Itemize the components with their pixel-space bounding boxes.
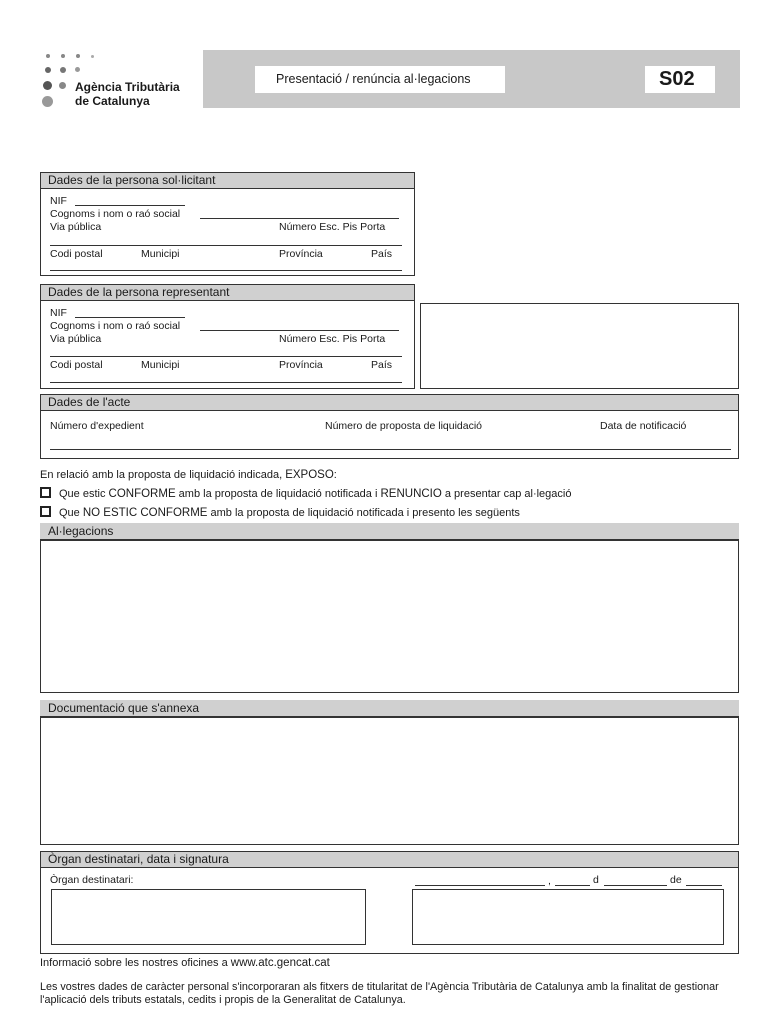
organ-field[interactable]	[51, 889, 366, 945]
solicitant-pais-label: País	[371, 248, 393, 260]
documentacio-field[interactable]	[40, 717, 739, 845]
solicitant-cp-label: Codi postal	[50, 248, 103, 260]
logo-dot	[76, 54, 80, 58]
website-link[interactable]: www.atc.gencat.cat	[230, 957, 330, 969]
logo-dot	[43, 81, 52, 90]
d-label: d	[593, 874, 599, 886]
allegacions-heading: Al·legacions	[40, 523, 739, 540]
representant-numero-label: Número Esc. Pis Porta	[279, 333, 386, 345]
signature-field[interactable]	[412, 889, 724, 945]
solicitant-provincia-label: Província	[279, 248, 323, 260]
organ-label: Òrgan destinatari:	[50, 874, 134, 886]
acte-data-label: Data de notificació	[600, 420, 687, 432]
logo-line2: de Catalunya	[75, 94, 150, 108]
representant-nif-label: NIF	[50, 307, 67, 319]
stamp-box[interactable]	[420, 303, 739, 389]
solicitant-via-field[interactable]	[50, 245, 402, 246]
solicitant-via-label: Via pública	[50, 221, 102, 233]
year-field[interactable]	[686, 885, 722, 886]
option-conforme[interactable]: Que estic CONFORME amb la proposta de liquidació notificada i RENUNCIO a presentar cap al·legació	[40, 487, 571, 500]
logo-dot	[42, 96, 53, 107]
page-title: Presentació / renúncia al·legacions	[276, 72, 471, 86]
acte-heading: Dades de l'acte	[40, 394, 739, 411]
de-label: de	[670, 874, 682, 886]
representant-via-label: Via pública	[50, 333, 102, 345]
representant-cognoms-field[interactable]	[200, 330, 399, 331]
representant-cp-field[interactable]	[50, 382, 402, 383]
checkbox-conforme[interactable]	[40, 487, 51, 498]
solicitant-cognoms-label: Cognoms i nom o raó social	[50, 208, 181, 220]
footer-info: Informació sobre les nostres oficines a www.atc.gencat.cat	[40, 957, 330, 969]
logo-dot	[75, 67, 80, 72]
place-field[interactable]	[415, 885, 545, 886]
acte-field[interactable]	[50, 449, 731, 450]
representant-pais-label: País	[371, 359, 393, 371]
logo-dot	[59, 82, 66, 89]
representant-via-field[interactable]	[50, 356, 402, 357]
day-field[interactable]	[555, 885, 590, 886]
logo-dot	[46, 54, 50, 58]
logo-dot	[91, 55, 94, 58]
month-field[interactable]	[604, 885, 667, 886]
comma-separator: ,	[548, 875, 551, 887]
allegacions-field[interactable]	[40, 540, 739, 693]
privacy-notice: Les vostres dades de caràcter personal s'incorporaran als fitxers de titularitat de l'Agència Tributària de Catalunya amb la finalitat de gestionar l'aplicació dels tributs estatals, cedits i propis de la Generalitat de Catalunya.	[40, 981, 719, 1006]
solicitant-cognoms-field[interactable]	[200, 218, 399, 219]
logo-dot	[45, 67, 51, 73]
checkbox-no-conforme[interactable]	[40, 506, 51, 517]
organ-heading: Òrgan destinatari, data i signatura	[40, 851, 739, 868]
representant-heading: Dades de la persona representant	[40, 284, 415, 301]
logo-dot	[61, 54, 65, 58]
logo-line1: Agència Tributària	[75, 80, 180, 94]
form-code: S02	[659, 68, 695, 90]
representant-cognoms-label: Cognoms i nom o raó social	[50, 320, 181, 332]
logo-dot	[60, 67, 66, 73]
solicitant-cp-field[interactable]	[50, 270, 402, 271]
statement-intro: En relació amb la proposta de liquidació indicada, EXPOSO:	[40, 469, 337, 481]
acte-expedient-label: Número d'expedient	[50, 420, 144, 432]
documentacio-heading: Documentació que s'annexa	[40, 700, 739, 717]
representant-nif-field[interactable]	[75, 317, 185, 318]
representant-municipi-label: Municipi	[141, 359, 180, 371]
solicitant-nif-field[interactable]	[75, 205, 185, 206]
representant-provincia-label: Província	[279, 359, 323, 371]
solicitant-municipi-label: Municipi	[141, 248, 180, 260]
solicitant-numero-label: Número Esc. Pis Porta	[279, 221, 386, 233]
option-no-conforme[interactable]: Que NO ESTIC CONFORME amb la proposta de liquidació notificada i presento les següents	[40, 506, 520, 519]
acte-proposta-label: Número de proposta de liquidació	[325, 420, 483, 432]
solicitant-nif-label: NIF	[50, 195, 67, 207]
solicitant-heading: Dades de la persona sol·licitant	[40, 172, 415, 189]
representant-cp-label: Codi postal	[50, 359, 103, 371]
